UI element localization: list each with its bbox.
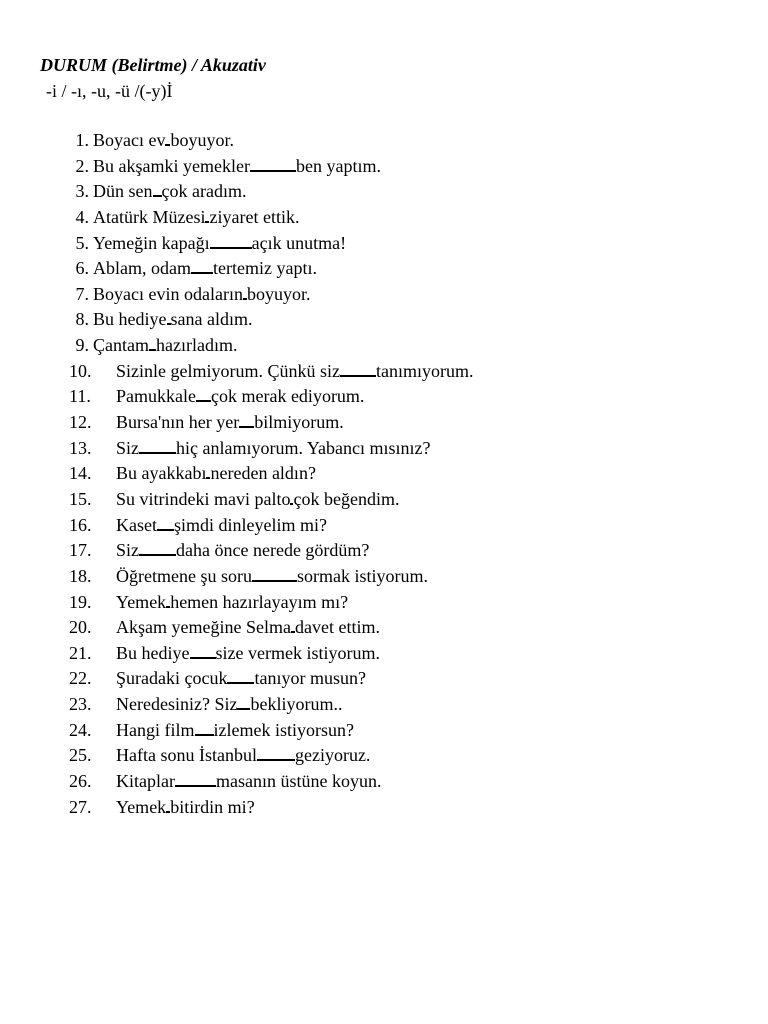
item-sentence (116, 461, 316, 487)
sentence-start: Kaset (116, 514, 157, 535)
sentence-start: Neredesiniz? Siz (116, 694, 238, 715)
answer-blank (153, 179, 162, 197)
answer-blank (239, 410, 254, 428)
sentence-start: Yemek (116, 796, 167, 817)
sentence-end: bekliyorum.. (250, 694, 343, 715)
sentence-start: Ablam, odam (93, 258, 191, 279)
sentence-start: Siz (116, 540, 140, 561)
sentence-end: hazırladım. (156, 335, 238, 356)
sentence-end: boyuyor. (246, 283, 311, 304)
exercise-item (0, 513, 768, 539)
item-sentence (116, 564, 428, 590)
exercise-item (0, 282, 768, 308)
item-sentence (116, 487, 399, 513)
item-number: 12. (69, 412, 92, 433)
item-sentence (93, 205, 299, 231)
sentence-end: bilmiyorum. (254, 412, 344, 433)
exercise-item (0, 487, 768, 513)
sentence-start: Bu ayakkabı (116, 463, 207, 484)
item-sentence (116, 513, 327, 539)
exercise-item (0, 205, 768, 231)
answer-blank (139, 538, 176, 556)
sentence-end: tanıyor musun? (254, 668, 366, 689)
sentence-end: sormak istiyorum. (296, 565, 428, 586)
exercise-item (0, 718, 768, 744)
sentence-start: Bursa'nın her yer (116, 412, 240, 433)
item-sentence (93, 128, 234, 154)
item-number: 11. (69, 386, 91, 407)
sentence-end: şimdi dinleyelim mi? (173, 514, 327, 535)
sentence-end: geziyoruz. (294, 745, 371, 766)
sentence-end: hemen hazırlayayım mı? (170, 591, 349, 612)
exercise-item (0, 359, 768, 385)
item-sentence (93, 154, 381, 180)
item-sentence (116, 410, 344, 436)
sentence-start: Pamukkale (116, 386, 196, 407)
answer-blank (149, 333, 156, 351)
exercise-item (0, 615, 768, 641)
sentence-end: bitirdin mi? (170, 796, 255, 817)
sentence-end: çok merak ediyorum. (210, 386, 365, 407)
item-sentence (116, 692, 342, 718)
exercise-item (0, 769, 768, 795)
item-number: 7. (75, 283, 89, 304)
item-sentence (93, 256, 317, 282)
sentence-end: boyuyor. (170, 130, 234, 150)
item-number: 2. (75, 155, 89, 176)
item-number: 24. (69, 719, 92, 740)
item-sentence (93, 231, 346, 257)
sentence-start: Kitaplar (116, 771, 175, 792)
sentence-start: Sizinle gelmiyorum. Çünkü siz (116, 360, 340, 381)
item-number: 26. (69, 771, 92, 792)
sentence-start: Hafta sonu İstanbul (116, 745, 257, 766)
sentence-start: Yemek (116, 591, 167, 612)
item-sentence (116, 743, 370, 769)
sentence-end: açık unutma! (251, 232, 347, 253)
item-sentence (116, 641, 380, 667)
answer-blank (250, 154, 296, 172)
sentence-start: Yemeğin kapağı (93, 232, 210, 253)
item-number: 20. (69, 617, 92, 638)
item-number: 23. (69, 694, 92, 715)
item-number: 10. (69, 360, 92, 381)
exercise-item (0, 307, 768, 333)
item-number: 1. (75, 130, 89, 150)
answer-blank (157, 513, 174, 531)
suffix-line: -i / -ı, -u, -ü /(-y)İ (46, 81, 173, 101)
sentence-end: hiç anlamıyorum. Yabancı mısınız? (176, 437, 431, 458)
item-number: 9. (75, 335, 89, 356)
exercise-item (0, 692, 768, 718)
item-sentence (116, 359, 473, 385)
exercise-item (0, 666, 768, 692)
sentence-end: daha önce nerede gördüm? (176, 540, 370, 561)
item-sentence (93, 333, 237, 359)
exercise-item (0, 154, 768, 180)
item-sentence (93, 307, 252, 333)
exercise-item (0, 564, 768, 590)
item-sentence (116, 666, 366, 692)
item-sentence (116, 436, 430, 462)
sentence-end: tanımıyorum. (375, 360, 474, 381)
item-number: 8. (75, 309, 89, 330)
answer-blank (139, 436, 176, 454)
sentence-end: çok aradım. (161, 181, 247, 202)
sentence-end: size vermek istiyorum. (215, 642, 380, 663)
answer-blank (340, 359, 376, 377)
sentence-start: Su vitrindeki mavi palto (116, 488, 291, 509)
item-sentence (116, 718, 354, 744)
answer-blank (257, 743, 295, 761)
item-sentence (116, 615, 380, 641)
sentence-end: izlemek istiyorsun? (213, 719, 354, 740)
sentence-end: tertemiz yaptı. (212, 258, 317, 279)
exercise-item (0, 333, 768, 359)
sentence-start: Öğretmene şu soru (116, 565, 252, 586)
sentence-end: ben yaptım. (295, 155, 381, 176)
sentence-start: Atatürk Müzesi (93, 206, 206, 227)
item-sentence (116, 538, 369, 564)
item-number: 18. (69, 565, 92, 586)
item-number: 14. (69, 463, 92, 484)
exercise-item (0, 231, 768, 257)
sentence-start: Boyacı evin odaların (93, 283, 243, 304)
item-number: 19. (69, 591, 92, 612)
exercise-item (0, 538, 768, 564)
answer-blank (210, 231, 252, 249)
item-sentence (116, 769, 381, 795)
sentence-start: Çantam (93, 335, 149, 356)
sentence-end: sana aldım. (170, 309, 253, 330)
answer-blank (237, 692, 250, 710)
sentence-start: Bu hediye (116, 642, 190, 663)
exercise-item (0, 128, 768, 154)
sentence-end: çok beğendim. (293, 488, 400, 509)
item-sentence (116, 795, 255, 821)
sentence-start: Akşam yemeğine Selma (116, 617, 291, 638)
exercise-item (0, 179, 768, 205)
item-number: 21. (69, 642, 92, 663)
sentence-end: nereden aldın? (210, 463, 316, 484)
sentence-end: davet ettim. (294, 617, 380, 638)
answer-blank (227, 666, 254, 684)
exercise-list (0, 128, 768, 820)
exercise-item (0, 410, 768, 436)
sentence-start: Şuradaki çocuk (116, 668, 228, 689)
sentence-end: ziyaret ettik. (209, 206, 300, 227)
exercise-item (0, 384, 768, 410)
worksheet-title: DURUM (Belirtme) / Akuzativ (40, 55, 266, 75)
answer-blank (196, 384, 211, 402)
item-number: 4. (75, 206, 89, 227)
sentence-start: Bu akşamki yemekler (93, 155, 250, 176)
sentence-start: Siz (116, 437, 140, 458)
answer-blank (195, 718, 214, 736)
item-number: 6. (75, 258, 89, 279)
exercise-item (0, 743, 768, 769)
sentence-start: Boyacı ev (93, 130, 166, 150)
answer-blank (252, 564, 297, 582)
exercise-item (0, 641, 768, 667)
exercise-item (0, 461, 768, 487)
item-sentence (93, 282, 310, 308)
item-number: 13. (69, 437, 92, 458)
sentence-start: Dün sen (93, 181, 153, 202)
exercise-item (0, 256, 768, 282)
item-sentence (116, 384, 364, 410)
sentence-start: Bu hediye (93, 309, 167, 330)
sentence-end: masanın üstüne koyun. (215, 771, 382, 792)
exercise-item (0, 590, 768, 616)
item-sentence (116, 590, 348, 616)
item-sentence (93, 179, 246, 205)
sentence-start: Hangi film (116, 719, 195, 740)
answer-blank (175, 769, 216, 787)
item-number: 3. (75, 181, 89, 202)
answer-blank (190, 641, 216, 659)
exercise-item (0, 795, 768, 821)
exercise-item (0, 436, 768, 462)
item-number: 15. (69, 488, 92, 509)
item-number: 17. (69, 540, 92, 561)
answer-blank (191, 256, 213, 274)
item-number: 25. (69, 745, 92, 766)
item-number: 5. (75, 232, 89, 253)
item-number: 16. (69, 514, 92, 535)
item-number: 22. (69, 668, 92, 689)
item-number: 27. (69, 796, 92, 817)
